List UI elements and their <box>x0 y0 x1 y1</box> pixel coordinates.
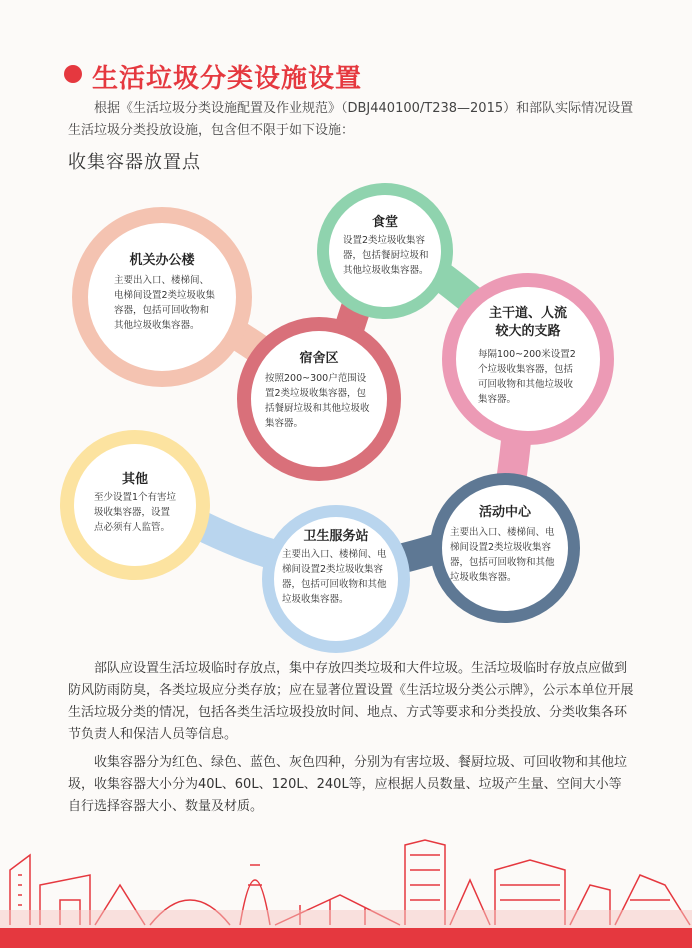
spot-desc: 至少设置1个有害垃圾收集容器，设置点必须有人监管。 <box>94 492 177 533</box>
spot-desc: 每隔100~200米设置2个垃圾收集容器，包括可回收物和其他垃圾收集容器。 <box>478 349 576 405</box>
spot-canteen <box>317 183 453 319</box>
spot-name: 机关办公楼 <box>129 253 195 268</box>
spot-desc: 主要出入口、楼梯间、电梯间设置2类垃圾收集容器，包括可回收物和其他垃圾收集容器。 <box>282 549 387 605</box>
body-paragraph-2: 收集容器分为红色、绿色、蓝色、灰色四种，分别为有害垃圾、餐厨垃圾、可回收物和其他垃圾，收集容器大小分为40L、60L、120L、240L等，应根据人员数量、垃圾产生量、空间大小等自行选择容器大小、数量及材质。 <box>68 755 628 814</box>
spot-name-line2: 较大的支路 <box>495 324 561 339</box>
spot-desc: 主要出入口、楼梯间、电梯间设置2类垃圾收集容器，包括可回收物和其他垃圾收集容器。 <box>450 527 555 583</box>
spot-desc: 按照200~300户范围设置2类垃圾收集容器，包括餐厨垃圾和其他垃圾收集容器。 <box>265 373 370 429</box>
spot-desc: 设置2类垃圾收集容器，包括餐厨垃圾和其他垃圾收集容器。 <box>343 235 429 276</box>
spot-health-station <box>262 505 410 653</box>
city-skyline-icon <box>0 815 692 928</box>
spot-name: 其他 <box>121 472 148 487</box>
spot-name: 食堂 <box>371 215 398 230</box>
footer-bar <box>0 928 692 948</box>
spot-main-road <box>442 273 614 445</box>
spot-name: 卫生服务站 <box>303 529 369 544</box>
spot-dormitory <box>237 317 401 481</box>
section-subhead: 收集容器放置点 <box>68 152 201 173</box>
spot-activity-center <box>430 473 580 623</box>
spot-name <box>456 305 600 341</box>
intro-paragraph: 根据《生活垃圾分类设施配置及作业规范》（DBJ440100/T238—2015）和部队实际情况设置生活垃圾分类投放设施，包含但不限于如下设施： <box>68 101 634 138</box>
spot-name-line1: 主干道、人流 <box>488 306 567 321</box>
body-paragraph-1: 部队应设置生活垃圾临时存放点，集中存放四类垃圾和大件垃圾。生活垃圾临时存放点应做到防风防雨防臭，各类垃圾应分类存放；应在显著位置设置《生活垃圾分类公示牌》，公示本单位开展生活垃圾分类的情况，包括各类生活垃圾投放时间、地点、方式等要求和分类投放、分类收集各环节负责人和保洁人员等信息。 <box>68 661 634 742</box>
spot-office-building <box>72 207 252 387</box>
spot-other <box>60 430 210 580</box>
spot-desc: 主要出入口、楼梯间、电梯间设置2类垃圾收集容器，包括可回收物和其他垃圾收集容器。 <box>114 275 216 331</box>
spot-name: 宿舍区 <box>299 351 339 366</box>
spot-name: 活动中心 <box>478 505 531 520</box>
page-title: 生活垃圾分类设施设置 <box>92 64 363 94</box>
